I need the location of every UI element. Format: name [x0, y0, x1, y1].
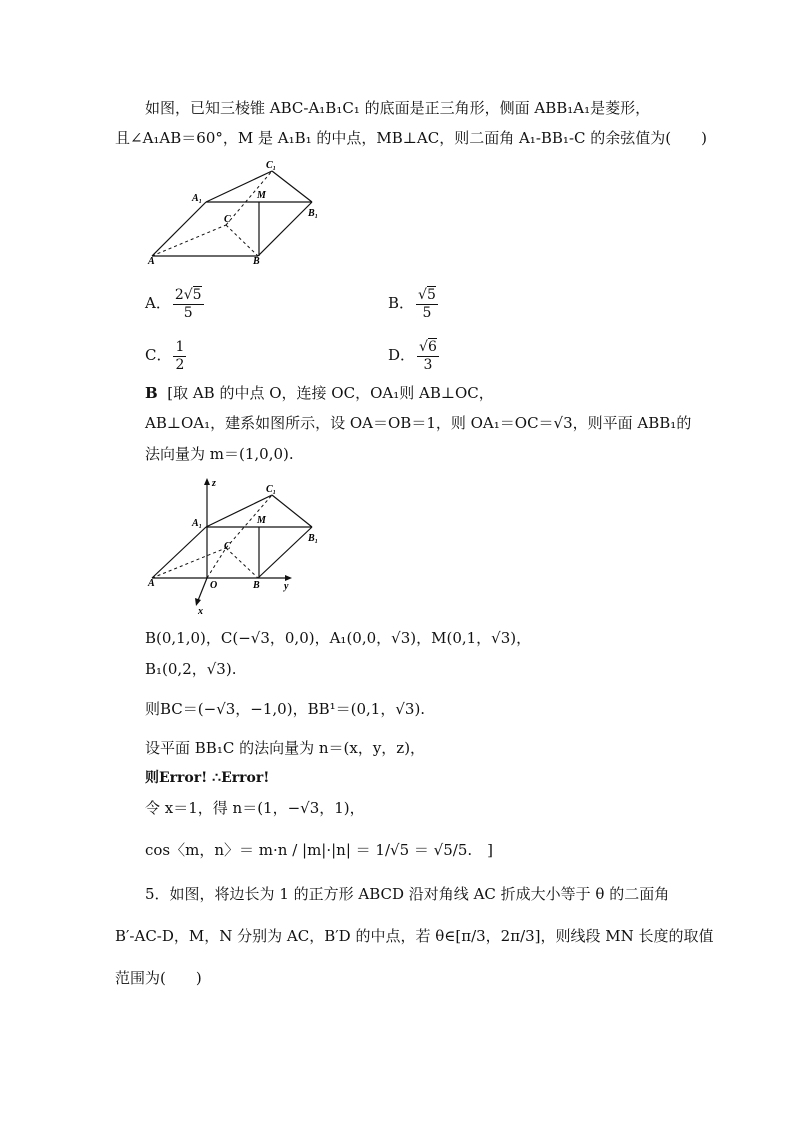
q4-stem-line2: 且∠A₁AB＝60°，M 是 A₁B₁ 的中点，MB⊥AC，则二面角 A₁-BB₁-C 的余弦值为( ) — [115, 129, 707, 147]
solution-normal-def: 设平面 BB₁C 的法向量为 n＝(x，y，z)， — [145, 739, 426, 757]
fig1-label-B1: B₁ — [308, 208, 319, 219]
solution-coords2: B₁(0,2，√3). — [145, 660, 237, 678]
option-B-label: B． — [388, 294, 415, 312]
solution-line3: 法向量为 m＝(1,0,0). — [145, 445, 294, 463]
fig2-label-x: x — [198, 606, 203, 617]
fig2-label-z: z — [212, 478, 216, 489]
fig2-label-A1: A₁ — [192, 518, 203, 529]
fig2-label-C: C — [224, 541, 231, 552]
solution-line1 — [145, 383, 494, 403]
solution-coords1: B(0,1,0)，C(−√3，0,0)，A₁(0,0，√3)，M(0,1，√3)， — [145, 629, 532, 647]
fig1-label-A1: A₁ — [192, 193, 203, 204]
solution-vectors: 则BC＝(−√3，−1,0)，BB¹＝(0,1，√3). — [145, 700, 426, 718]
option-A-label: A． — [145, 294, 171, 312]
figure-prism — [140, 150, 340, 270]
q5-number: 5． — [145, 885, 170, 903]
fig2-label-y: y — [284, 581, 289, 592]
fig2-label-O: O — [210, 580, 218, 591]
q4-option-D: D． $\frac{√6}{3}$ — [388, 338, 437, 373]
option-C-label: C． — [145, 346, 172, 364]
fig1-label-C: C — [224, 214, 231, 225]
fig2-label-C1: C₁ — [266, 484, 277, 495]
q4-option-A: A． $\frac{2√5}{5}$ — [145, 286, 202, 321]
solution-line2: AB⊥OA₁，建系如图所示，设 OA＝OB＝1，则 OA₁＝OC＝√3，则平面 ABB₁的 — [145, 414, 692, 432]
fig1-label-M: M — [257, 190, 266, 201]
fig1-label-C1: C₁ — [266, 160, 277, 171]
fig1-label-B: B — [253, 256, 260, 267]
solution-let-line: 令 x＝1，得 n＝(1，−√3，1)， — [145, 799, 365, 817]
fig2-label-B: B — [253, 580, 260, 591]
q5-line3: 范围为( ) — [115, 969, 202, 987]
solution-error-line: 则Error! ∴Error! — [145, 770, 270, 786]
solution-cos-line: cos〈m，n〉＝ m·n / |m|·|n| ＝ 1/√5 ＝ √5/5. ] — [145, 841, 493, 859]
q4-option-B: B． $\frac{√5}{5}$ — [388, 286, 436, 321]
q5-line2: B′-AC-D，M，N 分别为 AC，B′D 的中点，若 θ∈[π/3，2π/3]，则线段 MN 长度的取值 — [115, 927, 714, 945]
q4-option-C: C． $\frac{1}{2}$ — [145, 338, 185, 373]
fig2-label-A: A — [148, 578, 155, 589]
fig2-label-B1: B₁ — [308, 533, 319, 544]
fig2-label-M: M — [257, 515, 266, 526]
answer-letter: B — [145, 384, 158, 402]
q4-stem-line1: 如图，已知三棱锥 ABC-A₁B₁C₁ 的底面是正三角形，侧面 ABB₁A₁是菱形， — [145, 99, 651, 117]
q5-line1 — [145, 884, 669, 904]
option-D-label: D． — [388, 346, 416, 364]
figure-coordinate-system — [140, 470, 319, 620]
solution-text1: [取 AB 的中点 O，连接 OC，OA₁则 AB⊥OC， — [167, 384, 494, 402]
fig1-label-A: A — [148, 256, 155, 267]
q5-text1: 如图，将边长为 1 的正方形 ABCD 沿对角线 AC 折成大小等于 θ 的二面角 — [169, 885, 670, 903]
